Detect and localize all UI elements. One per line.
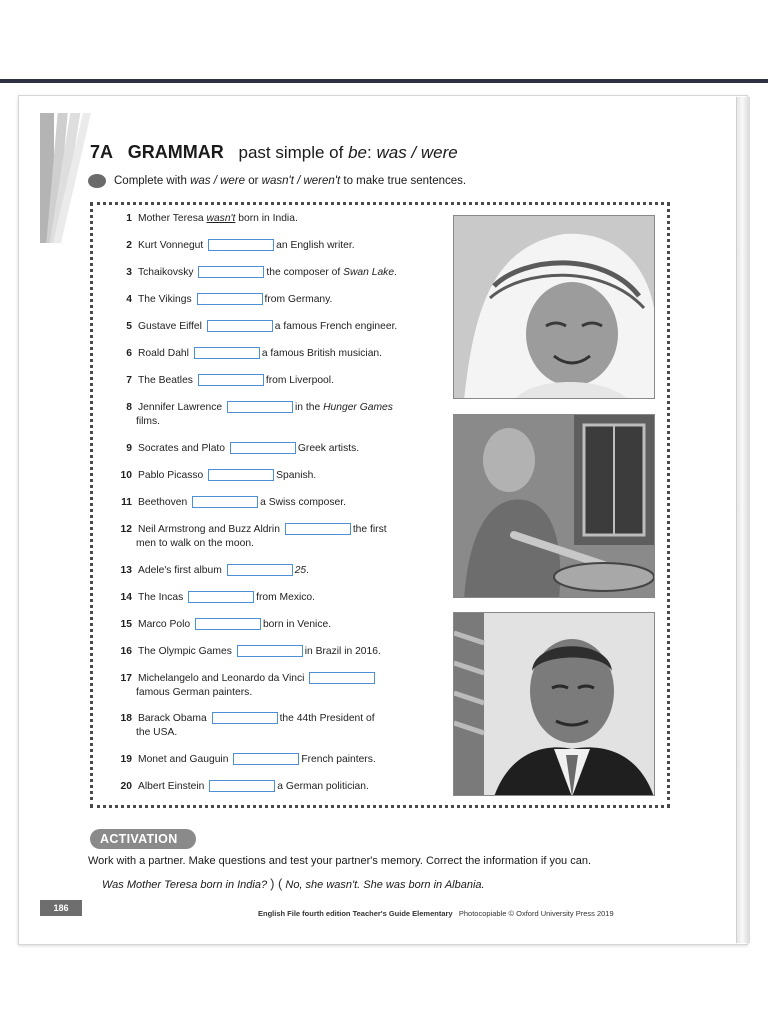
item-subject: Mother Teresa bbox=[138, 213, 204, 224]
answer-blank[interactable] bbox=[208, 239, 274, 251]
item-continuation: films. bbox=[136, 416, 161, 427]
item-subject: The Olympic Games bbox=[138, 646, 232, 657]
item-number: 4 bbox=[126, 294, 132, 305]
exercise-item bbox=[110, 469, 316, 483]
exercise-item bbox=[110, 564, 309, 578]
exercise-item bbox=[110, 442, 359, 456]
example-answer: wasn't bbox=[206, 213, 236, 224]
item-subject: Pablo Picasso bbox=[138, 470, 204, 481]
item-subject: Tchaikovsky bbox=[138, 267, 194, 278]
exercise-item bbox=[110, 496, 346, 510]
item-subject: Beethoven bbox=[138, 497, 188, 508]
answer-blank[interactable] bbox=[207, 320, 273, 332]
item-subject: Jennifer Lawrence bbox=[138, 402, 223, 413]
item-predicate: from Germany. bbox=[264, 294, 333, 305]
answer-blank[interactable] bbox=[230, 442, 296, 454]
item-number: 18 bbox=[120, 713, 132, 724]
item-number: 10 bbox=[120, 470, 132, 481]
item-number: 1 bbox=[126, 213, 132, 224]
answer-blank[interactable] bbox=[198, 266, 264, 278]
answer-blank[interactable] bbox=[195, 618, 261, 630]
corner-decoration bbox=[40, 113, 80, 243]
item-predicate: from Liverpool. bbox=[265, 375, 334, 386]
exercise-item bbox=[110, 753, 376, 767]
sheet-edge-right bbox=[736, 97, 750, 943]
item-predicate: the first bbox=[352, 524, 387, 535]
answer-blank[interactable] bbox=[209, 780, 275, 792]
item-subject: Monet and Gauguin bbox=[138, 754, 229, 765]
answer-blank[interactable] bbox=[208, 469, 274, 481]
exercise-item bbox=[110, 618, 331, 632]
item-number: 15 bbox=[120, 619, 132, 630]
exercise-item bbox=[110, 591, 315, 605]
item-predicate: in the Hunger Games bbox=[295, 402, 393, 413]
exercise-item bbox=[110, 523, 387, 551]
exercise-item bbox=[110, 645, 381, 659]
answer-blank[interactable] bbox=[197, 293, 263, 305]
answer-blank[interactable] bbox=[188, 591, 254, 603]
item-predicate: a Swiss composer. bbox=[260, 497, 346, 508]
exercise-item bbox=[110, 401, 393, 429]
item-number: 2 bbox=[126, 240, 132, 251]
page-number: 186 bbox=[40, 900, 82, 916]
footer-copyright: Photocopiable © Oxford University Press 2019 bbox=[458, 909, 614, 918]
mother-teresa-illustration bbox=[454, 216, 655, 399]
photo-mother-teresa bbox=[453, 215, 655, 399]
item-subject: Marco Polo bbox=[138, 619, 191, 630]
footer-book-title: English File fourth edition Teacher's Guide Elementary bbox=[258, 909, 453, 918]
item-predicate: born in Venice. bbox=[262, 619, 332, 630]
item-number: 7 bbox=[126, 375, 132, 386]
activation-label: ACTIVATION bbox=[90, 829, 196, 849]
answer-blank[interactable] bbox=[227, 564, 293, 576]
exercise-item bbox=[110, 347, 382, 361]
activation-example bbox=[102, 876, 485, 891]
exercise-item bbox=[110, 239, 355, 253]
item-subject: Barack Obama bbox=[138, 713, 207, 724]
exercise-item bbox=[110, 293, 332, 307]
item-predicate: the 44th President of bbox=[279, 713, 375, 724]
item-subject: Socrates and Plato bbox=[138, 443, 226, 454]
picasso-illustration bbox=[454, 415, 655, 598]
item-subject: The Vikings bbox=[138, 294, 192, 305]
footer bbox=[258, 909, 614, 918]
answer-blank[interactable] bbox=[198, 374, 264, 386]
item-predicate: a German politician. bbox=[277, 781, 369, 792]
item-predicate: a famous French engineer. bbox=[274, 321, 398, 332]
item-predicate: the composer of Swan Lake. bbox=[266, 267, 397, 278]
exercise-item bbox=[110, 672, 377, 700]
exercise-item bbox=[110, 212, 298, 226]
example-answer: No, she wasn't. She was born in Albania. bbox=[285, 879, 485, 891]
top-divider bbox=[0, 79, 768, 83]
item-predicate: French painters. bbox=[301, 754, 376, 765]
instruction: Complete with was / were or wasn't / weren't to make true sentences. bbox=[88, 174, 466, 188]
item-subject: Albert Einstein bbox=[138, 781, 205, 792]
answer-blank[interactable] bbox=[212, 712, 278, 724]
item-number: 5 bbox=[126, 321, 132, 332]
item-number: 9 bbox=[126, 443, 132, 454]
section-subtitle: past simple of be: was / were bbox=[238, 143, 458, 162]
item-subject: The Beatles bbox=[138, 375, 193, 386]
exercise-item bbox=[110, 320, 397, 334]
item-predicate: a famous British musician. bbox=[261, 348, 383, 359]
item-number: 8 bbox=[126, 402, 132, 413]
item-subject: The Incas bbox=[138, 592, 184, 603]
item-subject: Neil Armstrong and Buzz Aldrin bbox=[138, 524, 280, 535]
item-predicate: in Brazil in 2016. bbox=[304, 646, 381, 657]
answer-blank[interactable] bbox=[309, 672, 375, 684]
speech-bubble-icon: ) ( bbox=[270, 876, 283, 891]
exercise-item bbox=[110, 780, 369, 794]
exercise-item bbox=[110, 266, 397, 280]
item-number: 16 bbox=[120, 646, 132, 657]
exercise-item bbox=[110, 374, 334, 388]
answer-blank[interactable] bbox=[285, 523, 351, 535]
item-predicate: an English writer. bbox=[276, 240, 355, 251]
item-predicate: born in India. bbox=[238, 213, 298, 224]
item-subject: Adele's first album bbox=[138, 565, 222, 576]
item-continuation: famous German painters. bbox=[136, 687, 253, 698]
item-number: 14 bbox=[120, 592, 132, 603]
item-predicate: 25. bbox=[294, 565, 310, 576]
answer-blank[interactable] bbox=[192, 496, 258, 508]
answer-blank[interactable] bbox=[233, 753, 299, 765]
item-subject: Michelangelo and Leonardo da Vinci bbox=[138, 673, 305, 684]
section-category: GRAMMAR bbox=[127, 142, 224, 162]
item-predicate: Greek artists. bbox=[297, 443, 360, 454]
unit-code: 7A bbox=[90, 142, 114, 162]
item-number: 20 bbox=[120, 781, 132, 792]
item-number: 19 bbox=[120, 754, 132, 765]
photo-picasso bbox=[453, 414, 655, 598]
exercise-item bbox=[110, 712, 375, 740]
item-number: 12 bbox=[120, 524, 132, 535]
page-title bbox=[90, 142, 458, 163]
item-predicate: from Mexico. bbox=[256, 592, 316, 603]
bullet-icon bbox=[88, 174, 106, 188]
item-predicate: Spanish. bbox=[276, 470, 317, 481]
activation-instruction: Work with a partner. Make questions and test your partner's memory. Correct the information if you can. bbox=[88, 855, 592, 867]
answer-blank[interactable] bbox=[237, 645, 303, 657]
answer-blank[interactable] bbox=[194, 347, 260, 359]
item-subject: Kurt Vonnegut bbox=[138, 240, 204, 251]
item-number: 6 bbox=[126, 348, 132, 359]
item-number: 3 bbox=[126, 267, 132, 278]
example-question: Was Mother Teresa born in India? bbox=[102, 879, 268, 891]
photo-barack-obama bbox=[453, 612, 655, 796]
answer-blank[interactable] bbox=[227, 401, 293, 413]
item-number: 13 bbox=[120, 565, 132, 576]
item-subject: Gustave Eiffel bbox=[138, 321, 202, 332]
item-continuation: the USA. bbox=[136, 727, 178, 738]
item-number: 17 bbox=[120, 673, 132, 684]
item-number: 11 bbox=[121, 497, 132, 508]
obama-illustration bbox=[454, 613, 655, 796]
item-continuation: men to walk on the moon. bbox=[136, 538, 254, 549]
item-subject: Roald Dahl bbox=[138, 348, 189, 359]
